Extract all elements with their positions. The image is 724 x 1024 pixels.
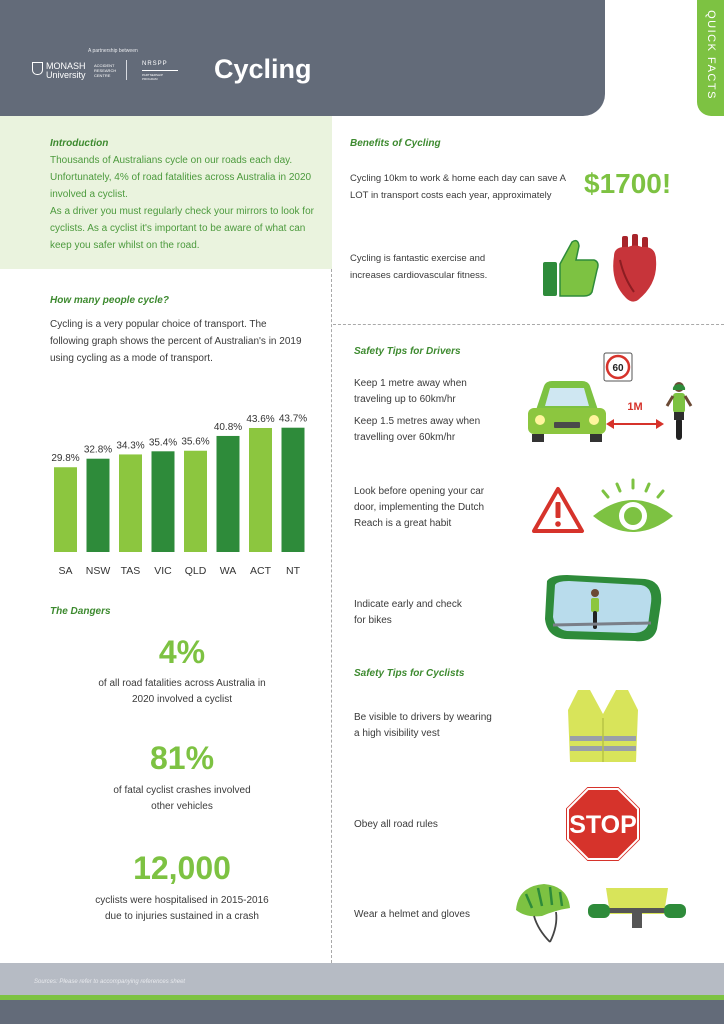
hi-vis-vest-icon (566, 688, 640, 764)
car-icon (526, 378, 608, 444)
intro-section (50, 138, 322, 254)
speed-sign-label: 60 (612, 363, 624, 374)
arc-logo: ACCIDENT RESEARCH CENTRE (94, 63, 117, 78)
stat-4-percent-desc: of all road fatalities across Australia in 2020 involved a cyclist (98, 678, 266, 705)
bar-value-label: 34.3% (116, 440, 145, 452)
category-label: WA (219, 565, 237, 577)
stat-81-percent-desc: of fatal cyclist crashes involved other vehicles (113, 785, 251, 812)
cyclist-tip-3: Wear a helmet and gloves (354, 909, 470, 920)
driver-tip-4: Indicate early and check for bikes (354, 599, 462, 626)
column-divider (331, 269, 332, 963)
cyclist-tip-2: Obey all road rules (354, 819, 438, 830)
bar-value-label: 35.6% (181, 436, 210, 448)
thumbs-up-icon (540, 236, 600, 300)
how-many-text: Cycling is a very popular choice of transport. The following graph shows the percent of Australian's in 2019 using cycling as a mode of transport. (50, 319, 302, 364)
driver-tip-1: Keep 1 metre away when traveling up to 60km/hr (354, 378, 467, 405)
quick-facts-tab (697, 0, 724, 116)
driver-tip-2: Keep 1.5 metres away when travelling over 60km/hr (354, 416, 481, 443)
benefits-heading-wrap (350, 138, 441, 149)
logo-divider (126, 60, 127, 80)
benefits-text-fitness: Cycling is fantastic exercise and increases cardiovascular fitness. (350, 253, 488, 281)
cyclist-icon (664, 380, 694, 442)
nrspp-logo (142, 61, 178, 81)
category-label: NT (286, 565, 300, 577)
heart-organ-icon (608, 234, 660, 304)
eye-icon (589, 478, 677, 538)
category-label: ACT (250, 565, 271, 577)
dangers-heading: The Dangers (50, 606, 111, 617)
quick-facts-label: QUICK FACTS (704, 10, 717, 100)
distance-label: 1M (627, 401, 643, 413)
benefits-heading: Benefits of Cycling (350, 138, 441, 149)
stat-12000-desc: cyclists were hospitalised in 2015-2016 due to injuries sustained in a crash (95, 895, 269, 922)
stat-block-2 (60, 740, 304, 815)
gloves-handlebar-icon (584, 884, 690, 928)
footer-bottom-bar (0, 1000, 724, 1024)
bar-value-label: 43.6% (246, 413, 275, 425)
bar-value-label: 35.4% (148, 437, 178, 449)
stat-12000: 12,000 (133, 850, 231, 886)
bar-value-label: 29.8% (51, 453, 80, 465)
distance-arrow-icon (606, 396, 664, 436)
monash-logo-line1: MONASH (46, 61, 86, 71)
bar-act (249, 428, 272, 552)
cyclists-heading: Safety Tips for Cyclists (354, 668, 465, 679)
stat-81-percent: 81% (149, 740, 215, 776)
benefits-text-savings: Cycling 10km to work & home each day can save A LOT in transport costs each year, approximately (350, 173, 566, 201)
bar-qld (184, 451, 207, 552)
cyclist-tip-1: Be visible to drivers by wearing a high visibility vest (354, 712, 492, 739)
monash-logo (32, 62, 86, 80)
drivers-heading-wrap (354, 346, 461, 357)
bar-value-label: 32.8% (83, 444, 113, 456)
dangers-section (50, 606, 111, 617)
bar-value-label: 40.8% (213, 421, 243, 433)
benefits-divider (333, 324, 724, 325)
monash-logo-line2: University (46, 70, 86, 80)
category-label: SA (58, 565, 73, 577)
stop-sign-label: STOP (569, 811, 637, 839)
category-label: VIC (154, 565, 172, 577)
page-title: Cycling (214, 54, 312, 84)
bar-wa (217, 436, 240, 552)
bar-nsw (87, 459, 110, 552)
stop-sign-icon (563, 784, 643, 864)
nrspp-logo-sub: PARTNERSHIP PROGRAM (142, 70, 178, 81)
bar-tas (119, 454, 142, 552)
monash-crest-icon (32, 62, 43, 75)
bar-nt (282, 428, 305, 552)
partnership-text: A partnership between (88, 48, 138, 54)
helmet-icon (512, 880, 574, 946)
savings-amount: $1700! (584, 168, 672, 199)
stat-4-percent: 4% (158, 634, 206, 670)
side-mirror-icon (541, 573, 665, 645)
how-many-section (50, 295, 308, 367)
nrspp-logo-text: NRSPP (142, 61, 168, 67)
category-label: NSW (85, 565, 111, 577)
intro-heading: Introduction (50, 138, 109, 149)
bar-value-label: 43.7% (278, 413, 308, 425)
drivers-heading: Safety Tips for Drivers (354, 346, 461, 357)
category-label: QLD (184, 565, 207, 577)
how-many-heading: How many people cycle? (50, 295, 169, 306)
cyclists-heading-wrap (354, 668, 464, 679)
category-label: TAS (120, 565, 141, 577)
driver-tip-3: Look before opening your car door, implementing the Dutch Reach is a great habit (354, 486, 485, 529)
cycling-bar-chart (40, 380, 320, 580)
bar-sa (54, 467, 77, 552)
warning-sign-icon (531, 486, 585, 534)
bar-vic (152, 451, 175, 552)
stat-block-3 (60, 850, 304, 925)
intro-paragraph-2: As a driver you must regularly check your mirrors to look for cyclists. As a cyclist it's important to be aware of what can keep you safer whilst on the road. (50, 206, 314, 251)
intro-paragraph-1: Thousands of Australians cycle on our roads each day. Unfortunately, 4% of road fatalities across Australia in 2020 involved a cyclist. (50, 155, 312, 200)
stat-block-1 (60, 634, 304, 708)
sources-note: Sources: Please refer to accompanying references sheet (34, 979, 186, 985)
